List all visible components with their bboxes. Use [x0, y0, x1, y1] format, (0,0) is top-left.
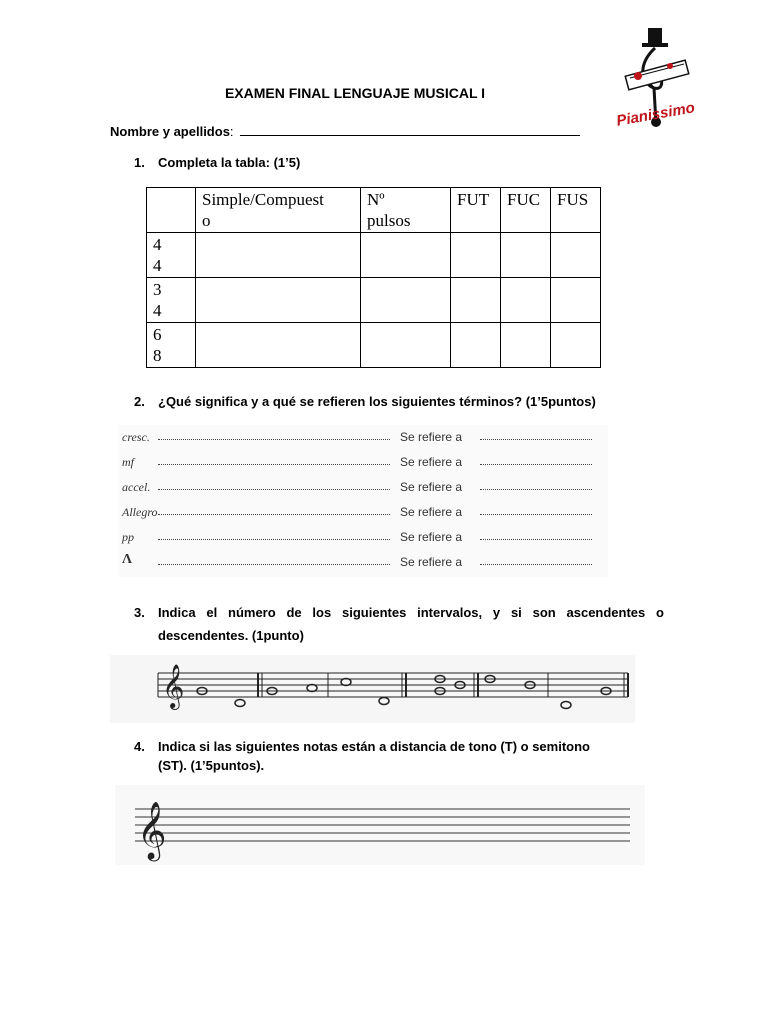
- answer-dots[interactable]: [158, 439, 390, 440]
- answer-dots[interactable]: [480, 439, 592, 440]
- answer-dots[interactable]: [480, 564, 592, 565]
- question-text: ¿Qué significa y a qué se refieren los siguientes términos? (1’5puntos): [158, 394, 596, 409]
- answer-cell[interactable]: [551, 278, 601, 323]
- page-title: EXAMEN FINAL LENGUAJE MUSICAL I: [224, 85, 486, 101]
- answer-dots[interactable]: [158, 489, 390, 490]
- logo-text: Pianissimo: [615, 99, 697, 130]
- table-header-cell: FUT: [451, 188, 501, 233]
- rhythm-table: [146, 187, 601, 368]
- answer-cell[interactable]: [551, 323, 601, 368]
- name-colon: :: [229, 124, 234, 139]
- treble-clef-icon: 𝄞: [137, 801, 167, 859]
- list-item: [118, 527, 608, 549]
- term: cresc.: [122, 430, 150, 444]
- answer-dots[interactable]: [480, 489, 592, 490]
- answer-cell[interactable]: [551, 233, 601, 278]
- term-ref: Se refiere a: [400, 455, 463, 469]
- answer-dots[interactable]: [480, 464, 592, 465]
- list-item: [118, 477, 608, 499]
- table-row: [147, 323, 601, 368]
- question-text: Indica el número de los siguientes intervalos, y si son ascendentes o: [158, 605, 664, 620]
- question-1: [134, 155, 300, 170]
- question-number: 3.: [134, 605, 145, 620]
- music-staff: [115, 785, 645, 865]
- tones-staff[interactable]: [115, 785, 645, 865]
- question-text: Completa la tabla: (1’5): [158, 155, 301, 170]
- question-text-cont: (ST). (1’5puntos).: [158, 758, 265, 773]
- answer-cell[interactable]: [361, 233, 451, 278]
- question-number: 2.: [134, 394, 145, 409]
- list-item: [118, 427, 608, 449]
- term: Λ: [122, 552, 133, 567]
- answer-dots[interactable]: [158, 464, 390, 465]
- question-number: 4.: [134, 739, 145, 754]
- term-ref: Se refiere a: [400, 480, 463, 494]
- table-header-row: [147, 188, 601, 233]
- list-item: [118, 502, 608, 524]
- table-header-cell: Simple/Compuest o: [196, 188, 361, 233]
- music-staff: [110, 655, 635, 723]
- name-row: [110, 123, 580, 139]
- term: Allegro: [122, 505, 158, 519]
- question-number: 1.: [134, 155, 145, 170]
- terms-list: [118, 425, 608, 577]
- answer-cell[interactable]: [501, 323, 551, 368]
- term-ref: Se refiere a: [400, 555, 463, 569]
- term: pp: [122, 530, 134, 544]
- answer-cell[interactable]: [501, 278, 551, 323]
- answer-cell[interactable]: [451, 278, 501, 323]
- time-signature: 6 8: [147, 323, 196, 368]
- answer-cell[interactable]: [361, 278, 451, 323]
- term: accel.: [122, 480, 151, 494]
- name-answer-line[interactable]: [240, 123, 580, 136]
- name-label: Nombre y apellidos: [110, 124, 230, 139]
- question-text-cont: descendentes. (1punto): [158, 628, 304, 643]
- table-row: [147, 233, 601, 278]
- answer-dots[interactable]: [158, 539, 390, 540]
- intervals-staff: [110, 655, 635, 723]
- time-signature: 3 4: [147, 278, 196, 323]
- term: mf: [122, 455, 134, 469]
- treble-clef-icon: 𝄞: [162, 664, 185, 708]
- question-4: [134, 737, 664, 775]
- list-item: [118, 452, 608, 474]
- answer-cell[interactable]: [196, 233, 361, 278]
- answer-dots[interactable]: [480, 539, 592, 540]
- answer-dots[interactable]: [480, 514, 592, 515]
- term-ref: Se refiere a: [400, 430, 463, 444]
- question-text: Indica si las siguientes notas están a distancia de tono (T) o semitono: [158, 739, 590, 754]
- table-header-cell: FUC: [501, 188, 551, 233]
- answer-cell[interactable]: [196, 323, 361, 368]
- term-ref: Se refiere a: [400, 530, 463, 544]
- answer-dots[interactable]: [158, 514, 390, 515]
- answer-cell[interactable]: [196, 278, 361, 323]
- time-signature: 4 4: [147, 233, 196, 278]
- table-header-cell: [147, 188, 196, 233]
- answer-cell[interactable]: [361, 323, 451, 368]
- pianissimo-logo: [612, 24, 702, 134]
- answer-cell[interactable]: [451, 323, 501, 368]
- table-header-cell: Nº pulsos: [361, 188, 451, 233]
- table-row: [147, 278, 601, 323]
- question-3: [134, 601, 664, 647]
- table-header-cell: FUS: [551, 188, 601, 233]
- question-2: [134, 394, 596, 409]
- list-item: [118, 552, 608, 574]
- answer-cell[interactable]: [501, 233, 551, 278]
- answer-dots[interactable]: [158, 564, 390, 565]
- answer-cell[interactable]: [451, 233, 501, 278]
- term-ref: Se refiere a: [400, 505, 463, 519]
